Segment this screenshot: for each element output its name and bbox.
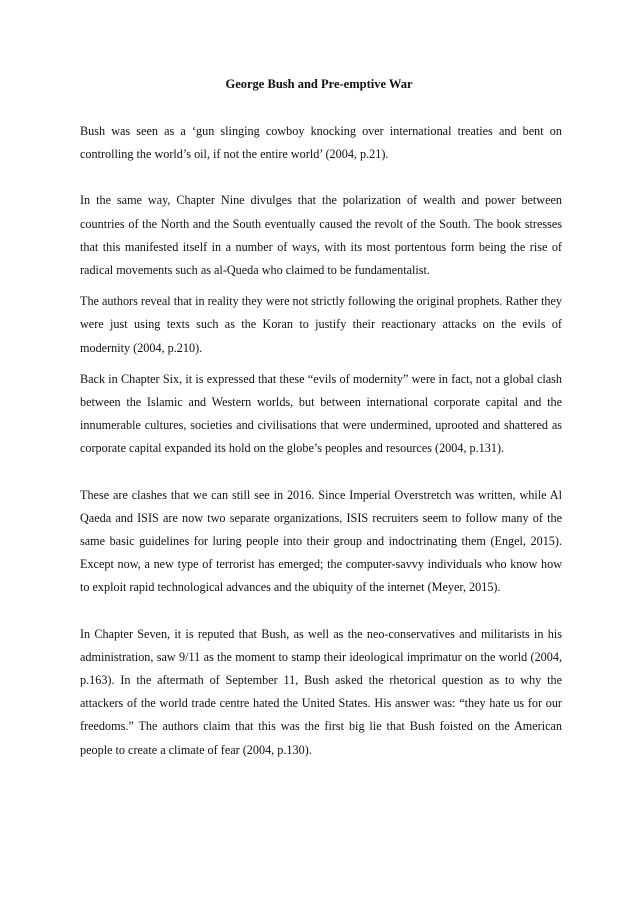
document-body (80, 120, 562, 762)
paragraph-6: In Chapter Seven, it is reputed that Bush, as well as the neo-conservatives and militarists in his administration, saw 9/11 as the moment to stamp their ideological imprimatur on the world (2004, p.163). In the aftermath of September 11, Bush asked the rhetorical question as to why the attackers of the world trade centre hated the United States. His answer was: “they hate us for our freedoms.” The authors claim that this was the first big lie that Bush foisted on the American people to create a climate of fear (2004, p.130). (80, 626, 562, 757)
paragraph-3: The authors reveal that in reality they were not strictly following the original prophets. Rather they were just using texts such as the Koran to justify their reactionary attacks on the evils of modernity (2004, p.210). (80, 294, 562, 355)
paragraph-1: Bush was seen as a ‘gun slinging cowboy knocking over international treaties and bent on controlling the world’s oil, if not the entire world’ (2004, p.21). (80, 124, 562, 162)
paragraph-5: These are clashes that we can still see in 2016. Since Imperial Overstretch was written, while Al Qaeda and ISIS are now two separate organizations, ISIS recruiters seem to follow many of the same basic guidelines for luring people into their group and indoctrinating them (Engel, 2015). Except now, a new type of terrorist has emerged; the computer-savvy individuals who know how to exploit rapid technological advances and the ubiquity of the internet (Meyer, 2015). (80, 487, 562, 595)
document-title: George Bush and Pre-emptive War (225, 77, 413, 91)
paragraph-2: In the same way, Chapter Nine divulges that the polarization of wealth and power between countries of the North and the South eventually caused the revolt of the South. The book stresses that this manifested itself in a number of ways, with its most portentous form being the rise of radical movements such as al-Queda who claimed to be fundamentalist. (80, 193, 562, 278)
paragraph-4: Back in Chapter Six, it is expressed that these “evils of modernity” were in fact, not a global clash between the Islamic and Western worlds, but between international corporate capital and the innumerable cultures, societies and civilisations that were undermined, uprooted and shattered as corporate capital expanded its hold on the globe’s peoples and resources (2004, p.131). (80, 371, 562, 456)
